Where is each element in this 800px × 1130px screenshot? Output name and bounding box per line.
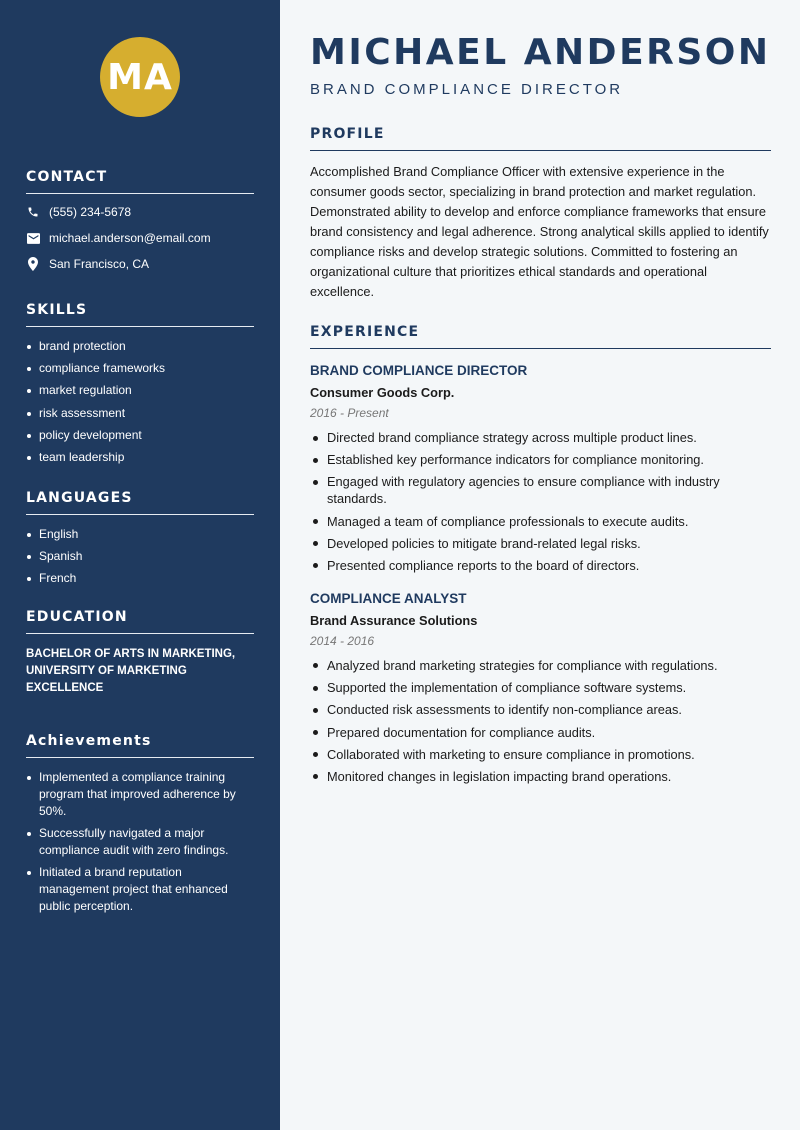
job-bullet: Developed policies to mitigate brand-related legal risks.: [310, 535, 771, 552]
skill-item: compliance frameworks: [26, 360, 254, 376]
education-section: [26, 609, 254, 697]
email-icon: [26, 231, 40, 245]
job-bullets: [310, 429, 771, 574]
languages-section: [26, 490, 254, 586]
contact-section: [26, 169, 254, 271]
job-bullet: Collaborated with marketing to ensure compliance in promotions.: [310, 746, 771, 763]
avatar: MA: [100, 37, 180, 117]
job-bullet: Conducted risk assessments to identify non-compliance areas.: [310, 701, 771, 718]
achievement-item: Implemented a compliance training program that improved adherence by 50%.: [26, 769, 254, 820]
person-name: MICHAEL ANDERSON: [310, 32, 771, 73]
skills-list: [26, 338, 254, 465]
achievement-item: Successfully navigated a major compliance audit with zero findings.: [26, 825, 254, 859]
job-bullet: Presented compliance reports to the board of directors.: [310, 557, 771, 574]
languages-heading: LANGUAGES: [26, 490, 254, 515]
location-pin-icon: [26, 257, 40, 271]
email-text: michael.anderson@email.com: [49, 231, 211, 245]
contact-heading: CONTACT: [26, 169, 254, 194]
phone-text: (555) 234-5678: [49, 205, 132, 219]
job-bullet: Monitored changes in legislation impacting brand operations.: [310, 768, 771, 785]
job-role: BRAND COMPLIANCE DIRECTOR: [310, 363, 528, 378]
skill-item: market regulation: [26, 382, 254, 398]
skills-section: [26, 302, 254, 465]
achievement-item: Initiated a brand reputation management project that enhanced public perception.: [26, 864, 254, 915]
experience-heading: EXPERIENCE: [310, 324, 771, 349]
job-bullet: Directed brand compliance strategy across multiple product lines.: [310, 429, 771, 446]
achievements-list: [26, 769, 254, 915]
languages-list: [26, 526, 254, 586]
skill-item: risk assessment: [26, 405, 254, 421]
job-company: Brand Assurance Solutions: [310, 612, 478, 628]
location-text: San Francisco, CA: [49, 257, 150, 271]
main-content: [280, 0, 800, 1130]
education-degree: BACHELOR OF ARTS IN MARKETING, UNIVERSITY OF MARKETING EXCELLENCE: [26, 648, 236, 695]
job-entry: [310, 590, 771, 785]
language-item: Spanish: [26, 548, 254, 564]
job-bullet: Supported the implementation of compliance software systems.: [310, 679, 771, 696]
job-bullet: Managed a team of compliance professionals to execute audits.: [310, 513, 771, 530]
contact-email: [26, 231, 254, 245]
job-dates: 2014 - 2016: [310, 633, 375, 648]
phone-icon: [26, 205, 40, 219]
skill-item: team leadership: [26, 449, 254, 465]
profile-text: Accomplished Brand Compliance Officer with extensive experience in the consumer goods sector, specializing in brand protection and market regulation. Demonstrated ability to develop and enforce compliance frameworks that ensure brand consistency and legal adherence. Strong analytical skills applied to identify compliance risks and develop strategic solutions. Committed to fostering an organizational culture that prioritizes ethical standards and operational excellence.: [310, 164, 769, 299]
language-item: English: [26, 526, 254, 542]
skills-heading: SKILLS: [26, 302, 254, 327]
job-bullets: [310, 657, 771, 785]
skill-item: brand protection: [26, 338, 254, 354]
job-bullet: Prepared documentation for compliance audits.: [310, 724, 771, 741]
achievements-section: [26, 733, 254, 915]
skill-item: policy development: [26, 427, 254, 443]
job-role: COMPLIANCE ANALYST: [310, 590, 467, 606]
job-bullet: Engaged with regulatory agencies to ensure compliance with industry standards.: [310, 473, 771, 507]
profile-section: [310, 126, 771, 302]
job-entry: [310, 362, 771, 574]
profile-heading: PROFILE: [310, 126, 771, 151]
contact-location: [26, 257, 254, 271]
contact-phone: [26, 205, 254, 219]
job-bullet: Established key performance indicators for compliance monitoring.: [310, 451, 771, 468]
education-heading: EDUCATION: [26, 609, 254, 634]
sidebar: [0, 0, 280, 1130]
experience-section: [310, 324, 771, 785]
job-dates: 2016 - Present: [310, 406, 389, 420]
language-item: French: [26, 570, 254, 586]
achievements-heading: Achievements: [26, 733, 254, 758]
job-bullet: Analyzed brand marketing strategies for compliance with regulations.: [310, 657, 771, 674]
person-title: BRAND COMPLIANCE DIRECTOR: [310, 81, 624, 98]
job-company: Consumer Goods Corp.: [310, 385, 455, 400]
